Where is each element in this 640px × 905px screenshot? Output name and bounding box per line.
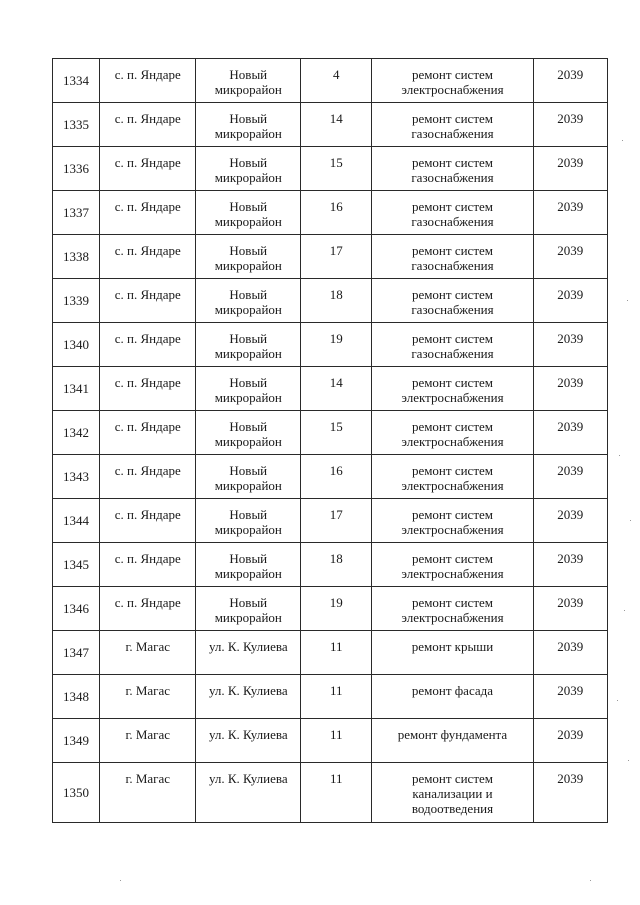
work-line: ремонт систем (411, 243, 493, 258)
house-number-cell: 15 (301, 147, 372, 191)
street-line: микрорайон (214, 346, 282, 361)
table-row (53, 587, 608, 631)
row-number-cell: 1349 (53, 719, 100, 763)
scan-speck (590, 880, 591, 881)
work-line: ремонт систем (411, 67, 493, 82)
work-line: газоснабжения (411, 346, 494, 361)
work-line: электроснабжения (401, 478, 504, 493)
row-number-cell: 1340 (53, 323, 100, 367)
settlement-cell: с. п. Яндаре (100, 103, 196, 147)
street-line: Новый (229, 463, 268, 478)
street-cell (196, 367, 301, 411)
table-row (53, 235, 608, 279)
work-line: электроснабжения (401, 522, 504, 537)
work-type-cell (372, 59, 533, 103)
house-number-cell: 11 (301, 719, 372, 763)
repair-schedule-table (52, 58, 608, 823)
row-number-cell: 1341 (53, 367, 100, 411)
year-cell: 2039 (533, 499, 607, 543)
table-row (53, 543, 608, 587)
street-line: микрорайон (214, 82, 282, 97)
street-cell (196, 455, 301, 499)
house-number-cell: 11 (301, 631, 372, 675)
settlement-cell: г. Магас (100, 719, 196, 763)
street-line: Новый (229, 551, 268, 566)
house-number-cell: 11 (301, 675, 372, 719)
street-cell (196, 147, 301, 191)
work-line: ремонт систем (411, 199, 493, 214)
row-number-cell: 1338 (53, 235, 100, 279)
work-line: электроснабжения (401, 566, 504, 581)
house-number-cell: 4 (301, 59, 372, 103)
street-cell (196, 323, 301, 367)
row-number-cell: 1336 (53, 147, 100, 191)
street-cell (196, 587, 301, 631)
street-line: микрорайон (214, 214, 282, 229)
street-line: ул. К. Кулиева (208, 727, 288, 742)
row-number-cell: 1335 (53, 103, 100, 147)
table-row (53, 191, 608, 235)
street-line: Новый (229, 331, 268, 346)
house-number-cell: 19 (301, 323, 372, 367)
settlement-cell: г. Магас (100, 631, 196, 675)
work-line: ремонт систем (411, 155, 493, 170)
settlement-cell: с. п. Яндаре (100, 235, 196, 279)
work-type-cell (372, 763, 533, 823)
year-cell: 2039 (533, 763, 607, 823)
work-type-cell (372, 235, 533, 279)
work-line: ремонт систем (411, 771, 493, 786)
work-type-cell (372, 323, 533, 367)
table-row (53, 675, 608, 719)
street-cell (196, 675, 301, 719)
year-cell: 2039 (533, 103, 607, 147)
row-number-cell: 1337 (53, 191, 100, 235)
house-number-cell: 18 (301, 543, 372, 587)
street-cell (196, 631, 301, 675)
scan-speck (627, 300, 628, 301)
year-cell: 2039 (533, 411, 607, 455)
row-number-cell: 1344 (53, 499, 100, 543)
work-line: ремонт систем (411, 375, 493, 390)
house-number-cell: 14 (301, 103, 372, 147)
street-line: микрорайон (214, 170, 282, 185)
settlement-cell: с. п. Яндаре (100, 279, 196, 323)
street-cell (196, 279, 301, 323)
work-line: ремонт систем (411, 287, 493, 302)
table-row (53, 411, 608, 455)
settlement-cell: с. п. Яндаре (100, 367, 196, 411)
settlement-cell: с. п. Яндаре (100, 499, 196, 543)
year-cell: 2039 (533, 631, 607, 675)
table-row (53, 499, 608, 543)
house-number-cell: 16 (301, 191, 372, 235)
work-type-cell (372, 367, 533, 411)
street-line: Новый (229, 243, 268, 258)
work-line: ремонт систем (411, 595, 493, 610)
street-line: микрорайон (214, 566, 282, 581)
work-line: ремонт систем (411, 419, 493, 434)
work-line: ремонт систем (411, 463, 493, 478)
year-cell: 2039 (533, 367, 607, 411)
work-type-cell (372, 675, 533, 719)
work-line: канализации и (412, 786, 493, 801)
house-number-cell: 16 (301, 455, 372, 499)
street-line: микрорайон (214, 478, 282, 493)
table-row (53, 367, 608, 411)
table-row (53, 763, 608, 823)
street-cell (196, 719, 301, 763)
work-line: ремонт систем (411, 551, 493, 566)
scan-speck (120, 880, 121, 881)
row-number-cell: 1350 (53, 763, 100, 823)
street-cell (196, 103, 301, 147)
scan-speck (630, 520, 631, 521)
settlement-cell: с. п. Яндаре (100, 147, 196, 191)
row-number-cell: 1342 (53, 411, 100, 455)
street-cell (196, 191, 301, 235)
street-line: Новый (229, 287, 268, 302)
work-type-cell (372, 719, 533, 763)
table-row (53, 323, 608, 367)
work-line: ремонт крыши (411, 639, 494, 654)
year-cell: 2039 (533, 719, 607, 763)
work-type-cell (372, 279, 533, 323)
work-type-cell (372, 587, 533, 631)
street-cell (196, 411, 301, 455)
year-cell: 2039 (533, 587, 607, 631)
work-line: газоснабжения (411, 126, 494, 141)
street-line: Новый (229, 375, 268, 390)
scan-speck (619, 455, 620, 456)
street-line: микрорайон (214, 390, 282, 405)
year-cell: 2039 (533, 543, 607, 587)
house-number-cell: 17 (301, 235, 372, 279)
street-line: Новый (229, 67, 268, 82)
street-line: ул. К. Кулиева (208, 771, 288, 786)
work-line: газоснабжения (411, 302, 494, 317)
house-number-cell: 19 (301, 587, 372, 631)
street-line: микрорайон (214, 522, 282, 537)
settlement-cell: с. п. Яндаре (100, 411, 196, 455)
street-cell (196, 543, 301, 587)
work-type-cell (372, 103, 533, 147)
work-line: газоснабжения (411, 214, 494, 229)
street-line: микрорайон (214, 434, 282, 449)
work-line: газоснабжения (411, 170, 494, 185)
year-cell: 2039 (533, 191, 607, 235)
street-line: Новый (229, 419, 268, 434)
house-number-cell: 18 (301, 279, 372, 323)
street-line: Новый (229, 507, 268, 522)
table-row (53, 59, 608, 103)
row-number-cell: 1346 (53, 587, 100, 631)
scan-speck (617, 700, 618, 701)
street-line: Новый (229, 595, 268, 610)
work-type-cell (372, 543, 533, 587)
work-line: ремонт систем (411, 111, 493, 126)
work-type-cell (372, 631, 533, 675)
work-type-cell (372, 411, 533, 455)
work-type-cell (372, 191, 533, 235)
settlement-cell: г. Магас (100, 675, 196, 719)
street-line: микрорайон (214, 126, 282, 141)
house-number-cell: 17 (301, 499, 372, 543)
table-row (53, 719, 608, 763)
year-cell: 2039 (533, 675, 607, 719)
work-line: электроснабжения (401, 434, 504, 449)
row-number-cell: 1348 (53, 675, 100, 719)
street-line: Новый (229, 199, 268, 214)
street-line: ул. К. Кулиева (208, 683, 288, 698)
street-line: микрорайон (214, 610, 282, 625)
row-number-cell: 1343 (53, 455, 100, 499)
street-line: микрорайон (214, 258, 282, 273)
year-cell: 2039 (533, 455, 607, 499)
settlement-cell: с. п. Яндаре (100, 543, 196, 587)
house-number-cell: 14 (301, 367, 372, 411)
row-number-cell: 1345 (53, 543, 100, 587)
work-line: ремонт систем (411, 331, 493, 346)
work-line: ремонт фасада (411, 683, 494, 698)
house-number-cell: 11 (301, 763, 372, 823)
work-type-cell (372, 499, 533, 543)
work-type-cell (372, 455, 533, 499)
work-line: электроснабжения (401, 390, 504, 405)
settlement-cell: с. п. Яндаре (100, 59, 196, 103)
work-type-cell (372, 147, 533, 191)
row-number-cell: 1339 (53, 279, 100, 323)
year-cell: 2039 (533, 59, 607, 103)
street-line: Новый (229, 155, 268, 170)
year-cell: 2039 (533, 147, 607, 191)
scan-speck (628, 760, 629, 761)
settlement-cell: с. п. Яндаре (100, 323, 196, 367)
street-line: микрорайон (214, 302, 282, 317)
table-row (53, 103, 608, 147)
street-cell (196, 235, 301, 279)
settlement-cell: с. п. Яндаре (100, 455, 196, 499)
settlement-cell: г. Магас (100, 763, 196, 823)
street-cell (196, 763, 301, 823)
year-cell: 2039 (533, 323, 607, 367)
work-line: ремонт систем (411, 507, 493, 522)
street-cell (196, 499, 301, 543)
row-number-cell: 1347 (53, 631, 100, 675)
scan-speck (622, 140, 623, 141)
work-line: водоотведения (411, 801, 494, 816)
table-row (53, 631, 608, 675)
settlement-cell: с. п. Яндаре (100, 191, 196, 235)
table-row (53, 279, 608, 323)
table-row (53, 455, 608, 499)
year-cell: 2039 (533, 279, 607, 323)
street-line: ул. К. Кулиева (208, 639, 288, 654)
settlement-cell: с. п. Яндаре (100, 587, 196, 631)
table-row (53, 147, 608, 191)
row-number-cell: 1334 (53, 59, 100, 103)
street-cell (196, 59, 301, 103)
work-line: ремонт фундамента (397, 727, 508, 742)
work-line: электроснабжения (401, 82, 504, 97)
street-line: Новый (229, 111, 268, 126)
table-body (53, 59, 608, 823)
work-line: газоснабжения (411, 258, 494, 273)
house-number-cell: 15 (301, 411, 372, 455)
scan-speck (624, 610, 625, 611)
year-cell: 2039 (533, 235, 607, 279)
work-line: электроснабжения (401, 610, 504, 625)
